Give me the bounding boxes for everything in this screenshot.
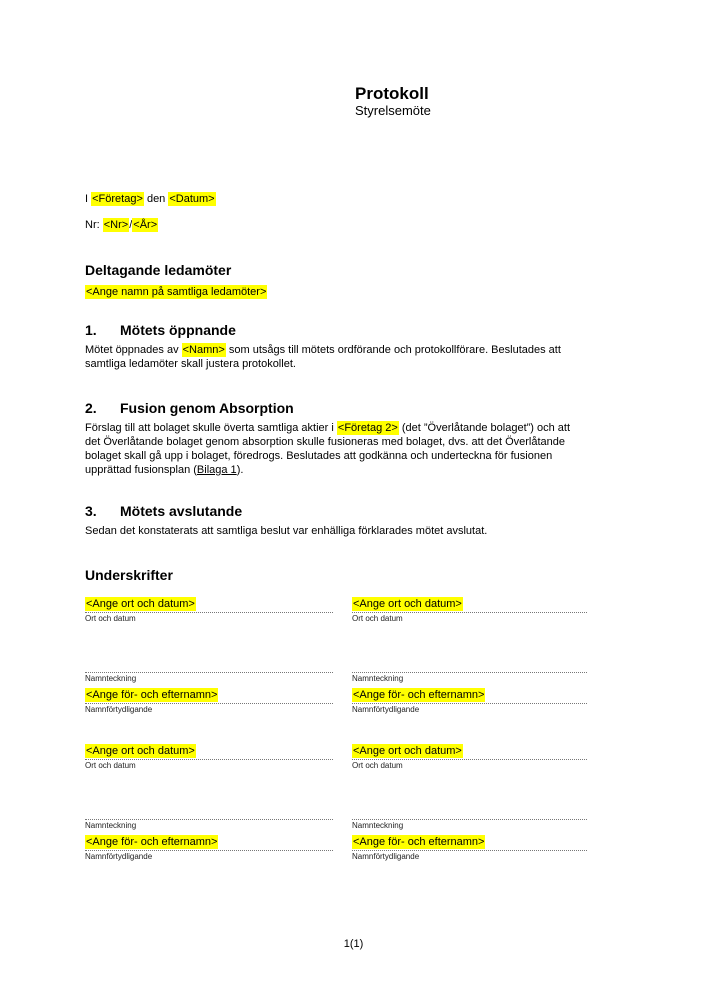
signature-caption: Namnteckning	[85, 821, 137, 830]
place-date-placeholder[interactable]: <Ange ort och datum>	[86, 745, 195, 757]
name-line	[85, 688, 333, 704]
place-date-placeholder[interactable]: <Ange ort och datum>	[353, 598, 462, 610]
place-date-caption: Ort och datum	[352, 614, 403, 623]
title-block	[355, 84, 431, 119]
section-3-body: Sedan det konstaterats att samtliga beslut var enhälliga förklarades mötet avslutat.	[85, 525, 488, 537]
placeholder-field[interactable]: <Datum>	[169, 193, 215, 205]
intro-line-number: Nr: <Nr>/<År>	[85, 219, 158, 231]
signature-caption: Namnteckning	[352, 674, 404, 683]
section-3-heading	[85, 503, 487, 519]
name-line	[352, 688, 587, 704]
signature-caption: Namnteckning	[85, 674, 137, 683]
place-date-line	[85, 597, 333, 613]
signature-block-bottom-left	[85, 744, 333, 862]
signature-block-top-left	[85, 597, 333, 715]
place-date-placeholder[interactable]: <Ange ort och datum>	[353, 745, 462, 757]
name-caption: Namnförtydligande	[352, 705, 420, 714]
place-date-field	[352, 597, 587, 624]
name-line	[85, 835, 333, 851]
signature-line	[85, 819, 333, 820]
name-field	[85, 835, 333, 862]
section-2-heading	[85, 400, 570, 416]
placeholder-field[interactable]: <Namn>	[182, 344, 225, 356]
signature-space	[85, 771, 333, 819]
document-title: Protokoll	[355, 84, 429, 103]
signature-space	[85, 624, 333, 672]
place-date-field	[352, 744, 587, 771]
section-1-body: Mötet öppnades av <Namn> som utsågs till mötets ordförande och protokollförare. Beslutades att samtliga ledamöter skall justera protokollet.	[85, 344, 561, 370]
name-line	[352, 835, 587, 851]
name-caption: Namnförtydligande	[352, 852, 420, 861]
section-3-number: 3.	[85, 503, 97, 519]
section-1	[85, 322, 561, 371]
name-field	[85, 688, 333, 715]
name-placeholder[interactable]: <Ange för- och efternamn>	[86, 836, 218, 848]
name-placeholder[interactable]: <Ange för- och efternamn>	[86, 689, 218, 701]
placeholder-field[interactable]: <År>	[133, 219, 158, 231]
document-subtitle: Styrelsemöte	[355, 103, 431, 118]
place-date-field	[85, 597, 333, 624]
signature-line	[352, 819, 587, 820]
section-3-title: Mötets avslutande	[120, 503, 243, 519]
placeholder-field[interactable]: <Företag>	[92, 193, 143, 205]
name-placeholder[interactable]: <Ange för- och efternamn>	[353, 689, 485, 701]
section-1-number: 1.	[85, 322, 97, 338]
page-number: 1(1)	[343, 938, 364, 950]
name-field	[352, 835, 587, 862]
section-3	[85, 503, 487, 538]
signature-line	[85, 672, 333, 673]
place-date-line	[85, 744, 333, 760]
signature-block-top-right	[352, 597, 587, 715]
place-date-caption: Ort och datum	[85, 614, 136, 623]
name-placeholder[interactable]: <Ange för- och efternamn>	[353, 836, 485, 848]
section-1-title: Mötets öppnande	[120, 322, 236, 338]
placeholder-field[interactable]: <Företag 2>	[337, 422, 398, 434]
participants-placeholder	[85, 285, 267, 299]
section-2	[85, 400, 570, 477]
placeholder-field[interactable]: <Ange namn på samtliga ledamöter>	[86, 286, 267, 298]
section-2-number: 2.	[85, 400, 97, 416]
name-field	[352, 688, 587, 715]
signatures-heading: Underskrifter	[85, 567, 173, 583]
participants-heading: Deltagande ledamöter	[85, 262, 232, 278]
section-1-heading	[85, 322, 561, 338]
intro-line-company-date: I <Företag> den <Datum>	[85, 193, 215, 205]
place-date-caption: Ort och datum	[352, 761, 403, 770]
placeholder-field[interactable]: <Nr>	[103, 219, 129, 231]
place-date-caption: Ort och datum	[85, 761, 136, 770]
place-date-line	[352, 744, 587, 760]
place-date-placeholder[interactable]: <Ange ort och datum>	[86, 598, 195, 610]
name-caption: Namnförtydligande	[85, 705, 153, 714]
signature-space	[352, 624, 587, 672]
place-date-line	[352, 597, 587, 613]
signature-block-bottom-right	[352, 744, 587, 862]
signatures-grid	[85, 597, 587, 862]
section-2-title: Fusion genom Absorption	[120, 400, 294, 416]
signature-space	[352, 771, 587, 819]
signature-caption: Namnteckning	[352, 821, 404, 830]
section-2-body: Förslag till att bolaget skulle överta samtliga aktier i <Företag 2> (det ”Överlåtande bolaget”) och att det Överlåtande bolaget genom absorption skulle fusioneras med bolaget, dvs. att det Överlåtande bolaget skall gå upp i bolaget, föredrogs. Beslutades att godkänna och underteckna för fusionen upprättad fusionsplan (Bilaga 1).	[85, 422, 571, 476]
signature-line	[352, 672, 587, 673]
name-caption: Namnförtydligande	[85, 852, 153, 861]
attachment-reference: Bilaga 1	[196, 464, 237, 476]
place-date-field	[85, 744, 333, 771]
